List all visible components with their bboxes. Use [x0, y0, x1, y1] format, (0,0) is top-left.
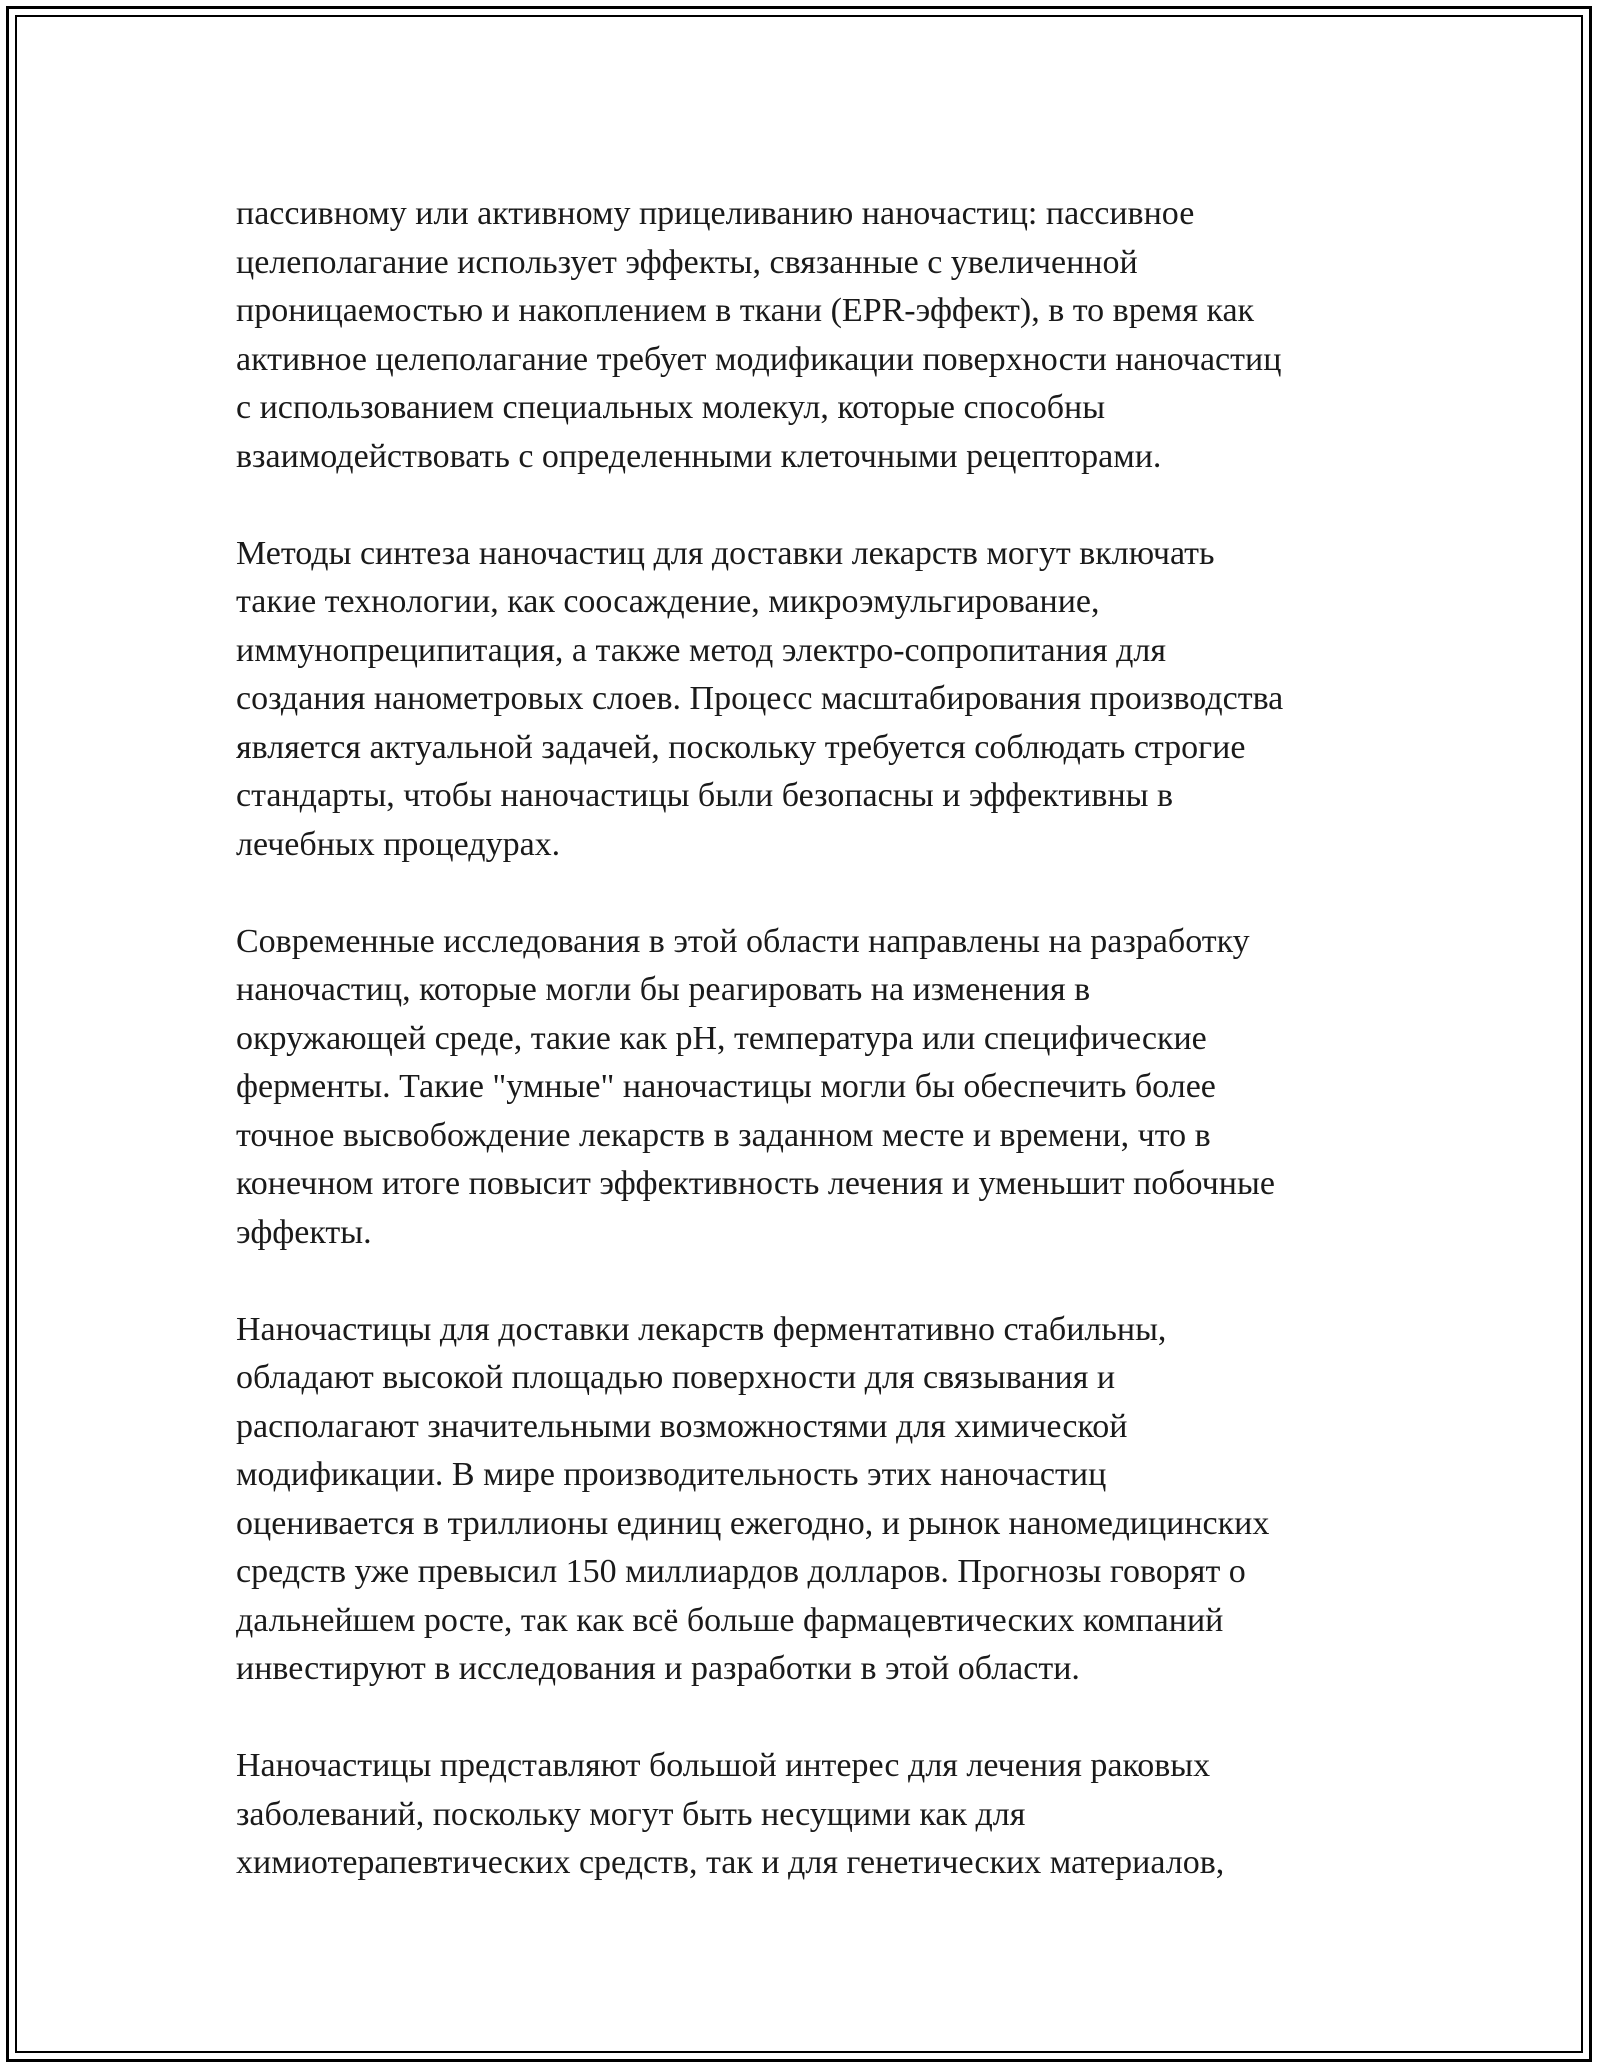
paragraph: [236, 190, 1376, 481]
text-line: конечном итоге повысит эффективность лечения и уменьшит побочные: [236, 1165, 1275, 1202]
text-line: Наночастицы для доставки лекарств ферментативно стабильны,: [236, 1310, 1167, 1348]
text-line: инвестируют в исследования и разработки в этой области.: [236, 1650, 1080, 1687]
text-line: окружающей среде, такие как pH, температура или специфические: [236, 1019, 1207, 1057]
document-body: [236, 190, 1376, 1936]
text-line: лечебных процедурах.: [236, 825, 561, 863]
text-line: с использованием специальных молекул, которые способны: [236, 389, 1106, 426]
text-line: стандарты, чтобы наночастицы были безопасны и эффективны в: [236, 777, 1174, 814]
text-line: оценивается в триллионы единиц ежегодно, и рынок наномедицинских: [236, 1504, 1270, 1542]
text-line: целеполагание использует эффекты, связанные с увеличенной: [236, 243, 1138, 281]
paragraph: [236, 918, 1376, 1258]
text-line: точное высвобождение лекарств в заданном месте и времени, что в: [236, 1116, 1211, 1154]
text-line: Наночастицы представляют большой интерес для лечения раковых: [236, 1747, 1211, 1784]
text-line: создания нанометровых слоев. Процесс масштабирования производства: [236, 680, 1284, 717]
text-line: такие технологии, как соосаждение, микроэмульгирование,: [236, 583, 1100, 620]
text-line: пассивному или активному прицеливанию наночастиц: пассивное: [236, 195, 1195, 232]
text-line: дальнейшем росте, так как всё больше фармацевтических компаний: [236, 1601, 1224, 1639]
paragraph: [236, 530, 1376, 870]
text-line: взаимодействовать с определенными клеточными рецепторами.: [236, 437, 1162, 475]
text-line: является актуальной задачей, поскольку требуется соблюдать строгие: [236, 728, 1246, 766]
text-line: средств уже превысил 150 миллиардов долларов. Прогнозы говорят о: [236, 1553, 1246, 1590]
text-line: Современные исследования в этой области направлены на разработку: [236, 922, 1250, 960]
text-line: Методы синтеза наночастиц для доставки лекарств могут включать: [236, 534, 1215, 572]
text-line: располагают значительными возможностями для химической: [236, 1407, 1128, 1445]
text-line: эффекты.: [236, 1213, 372, 1251]
text-line: химиотерапевтических средств, так и для генетических материалов,: [236, 1844, 1225, 1881]
text-line: активное целеполагание требует модификации поверхности наночастиц: [236, 340, 1282, 378]
paragraph: [236, 1742, 1376, 1888]
text-line: проницаемостью и накоплением в ткани (EPR-эффект), в то время как: [236, 292, 1255, 329]
text-line: модификации. В мире производительность этих наночастиц: [236, 1456, 1107, 1493]
text-line: иммунопреципитация, а также метод электро-сопропитания для: [236, 631, 1167, 669]
text-line: обладают высокой площадью поверхности для связывания и: [236, 1359, 1116, 1396]
paragraph: [236, 1306, 1376, 1694]
text-line: заболеваний, поскольку могут быть несущими как для: [236, 1795, 1026, 1833]
text-line: ферменты. Такие "умные" наночастицы могли бы обеспечить более: [236, 1068, 1216, 1105]
text-line: наночастиц, которые могли бы реагировать на изменения в: [236, 971, 1091, 1008]
